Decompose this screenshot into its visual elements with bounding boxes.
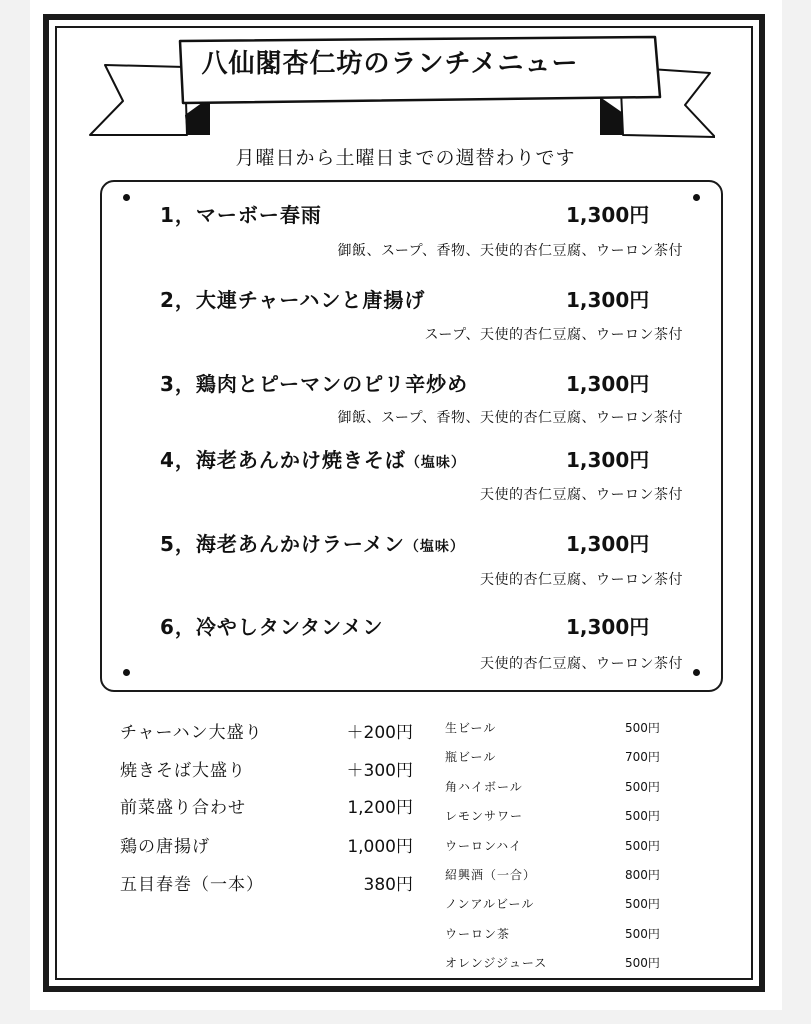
extra-item-price: 1,200円 — [347, 798, 413, 818]
menu-item-includes: 天使的杏仁豆腐、ウーロン茶付 — [480, 572, 683, 588]
extra-item-price: ＋200円 — [346, 723, 413, 743]
subtitle: 月曜日から土曜日までの週替わりです — [235, 147, 576, 169]
extra-item-name: 焼きそば大盛り — [120, 761, 246, 781]
menu-item-price: 1,300円 — [566, 372, 650, 396]
menu-item-name: 2，大連チャーハンと唐揚げ — [160, 288, 426, 312]
drink-name: 生ビール — [445, 721, 497, 735]
drink-price: 500円 — [625, 780, 660, 794]
drink-price: 500円 — [625, 839, 660, 853]
corner-dot — [123, 194, 130, 201]
drink-price: 800円 — [625, 868, 660, 882]
menu-item-price: 1,300円 — [566, 288, 650, 312]
corner-dot — [693, 194, 700, 201]
menu-item-includes: スープ、天使的杏仁豆腐、ウーロン茶付 — [424, 327, 683, 343]
drink-name: ウーロン茶 — [445, 927, 511, 941]
corner-dot — [693, 669, 700, 676]
menu-item-includes: 天使的杏仁豆腐、ウーロン茶付 — [480, 656, 683, 672]
extra-item-name: 鶏の唐揚げ — [120, 837, 210, 857]
drink-name: 瓶ビール — [445, 750, 497, 764]
menu-item-price: 1,300円 — [566, 615, 650, 639]
extra-item-name: 前菜盛り合わせ — [120, 798, 246, 818]
corner-dot — [123, 669, 130, 676]
menu-item-includes: 御飯、スープ、香物、天使的杏仁豆腐、ウーロン茶付 — [337, 410, 683, 426]
menu-item-price: 1,300円 — [566, 532, 650, 556]
menu-item-price: 1,300円 — [566, 203, 650, 227]
menu-item-name: 1，マーボー春雨 — [160, 203, 322, 227]
extra-item-price: ＋300円 — [346, 761, 413, 781]
page-title: 八仙閣杏仁坊のランチメニュー — [201, 49, 579, 79]
drink-name: ノンアルビール — [445, 897, 535, 911]
extra-item-price: 1,000円 — [347, 837, 413, 857]
drink-price: 500円 — [625, 721, 660, 735]
menu-item-includes: 御飯、スープ、香物、天使的杏仁豆腐、ウーロン茶付 — [337, 243, 683, 259]
drink-price: 500円 — [625, 897, 660, 911]
menu-item-name: 3，鶏肉とピーマンのピリ辛炒め — [160, 372, 469, 396]
extra-item-price: 380円 — [363, 875, 413, 895]
menu-item-name: 4，海老あんかけ焼きそば（塩味） — [160, 448, 466, 472]
drink-price: 500円 — [625, 956, 660, 970]
drink-price: 500円 — [625, 927, 660, 941]
menu-item-price: 1,300円 — [566, 448, 650, 472]
extra-item-name: チャーハン大盛り — [120, 723, 263, 743]
menu-item-name: 6，冷やしタンタンメン — [160, 615, 384, 639]
drink-name: オレンジジュース — [445, 956, 548, 970]
menu-item-includes: 天使的杏仁豆腐、ウーロン茶付 — [480, 487, 683, 503]
drink-name: 角ハイボール — [445, 780, 523, 794]
drink-name: ウーロンハイ — [445, 839, 523, 853]
drink-price: 500円 — [625, 809, 660, 823]
drink-name: 紹興酒（一合） — [445, 868, 537, 882]
drink-name: レモンサワー — [445, 809, 524, 823]
extra-item-name: 五目春巻（一本） — [120, 875, 264, 895]
drink-price: 700円 — [625, 750, 660, 764]
menu-item-name: 5，海老あんかけラーメン（塩味） — [160, 532, 465, 556]
